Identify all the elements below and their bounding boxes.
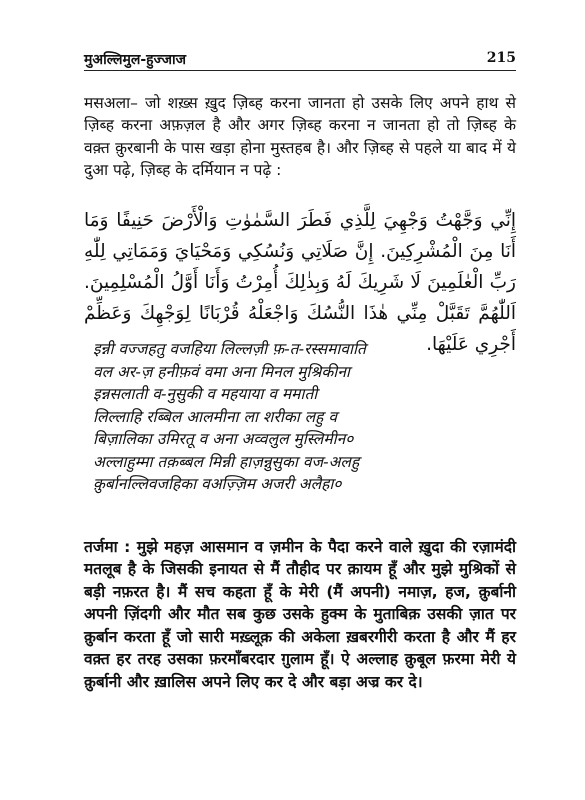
header-divider — [84, 70, 516, 71]
transliteration-block — [93, 338, 513, 496]
arabic-dua: إِنِّي وَجَّهْتُ وَجْهِيَ لِلَّذِي فَطَرَ السَّمٰوٰتِ وَالْأَرْضَ حَنِيفًا وَمَا أَنَا مِنَ الْمُشْرِكِينَ. إِنَّ صَلَاتِي وَنُسُكِي وَمَحْيَايَ وَمَمَاتِي لِلّٰهِ رَبِّ الْعٰلَمِينَ لَا شَرِيكَ لَهُ وَبِذٰلِكَ أُمِرْتُ وَأَنَا أَوَّلُ الْمُسْلِمِينَ. اَللّٰهُمَّ تَقَبَّلْ مِنِّي هٰذَا النُّسُكَ وَاجْعَلْهُ قُرْبَانًا لِوَجْهِكَ وَعَظِّمْ أَجْرِي عَلَيْهَا. — [84, 210, 516, 355]
book-title: मुअल्लिमुल-हुज्जाज — [84, 52, 187, 68]
masala-paragraph: मसअला– जो शख़्स ख़ुद ज़िब्ह करना जानता हो उसके लिए अपने हाथ से ज़िब्ह करना अफ़ज़ल है और अगर ज़िब्ह करना न जानता हो तो ज़िब्ह के वक़्त क़ुरबानी के पास खड़ा होना मुस्तहब है। और ज़िब्ह से पहले या बाद में ये दुआ पढ़े, ज़िब्ह के दर्मियान न पढ़े : — [84, 93, 516, 179]
transliteration-line: क़ुर्बानल्लिवजहिका वअज़्ज़िम अजरी अलैहा० — [93, 475, 342, 493]
transliteration-line: इन्नसलाती व-नुसुकी व महयाया व ममाती — [93, 385, 318, 403]
transliteration-line: बिज़ालिका उमिरतू व अना अव्वलुल मुस्लिमीन० — [93, 430, 354, 448]
transliteration-line: इन्नी वज्जहतु वजहिया लिल्लज़ी फ़-त-रस्समावाति — [93, 340, 366, 358]
transliteration-line: अल्लाहुम्मा तक़ब्बल मिन्नी हाज़न्नुसुका वज-अलहु — [93, 452, 360, 471]
page-number: 215 — [486, 50, 516, 66]
transliteration-line: लिल्लाहि रब्बिल आलमीना ला शरीका लहु व — [93, 407, 337, 426]
transliteration-line: वल अर-ज़ हनीफ़वं वमा अना मिनल मुश्रिकीना — [93, 362, 350, 381]
tarjama-paragraph: तर्जमा : मुझे महज़ आसमान व ज़मीन के पैदा करने वाले ख़ुदा की रज़ामंदी मतलूब है के जिसकी इनायत से मैं तौहीद पर क़ायम हूँ और मुझे मुश्रिकों से बड़ी नफ़रत है। मैं सच कहता हूँ के मेरी (मैं अपनी) नमाज़, हज, क़ुर्बानी अपनी ज़िंदगी और मौत सब कुछ उसके हुक्म के मुताबिक़ उसकी ज़ात पर क़ुर्बान करता हूँ जो सारी मख़्लूक़ की अकेला ख़बरगीरी करता है और मैं हर वक़्त हर तरह उसका फ़रमाँबरदार ग़ुलाम हूँ। ऐ अल्लाह क़ुबूल फ़रमा मेरी ये क़ुर्बानी और ख़ालिस अपने लिए कर दे और बड़ा अज्र कर दे। — [84, 537, 516, 691]
page-header — [84, 48, 516, 72]
